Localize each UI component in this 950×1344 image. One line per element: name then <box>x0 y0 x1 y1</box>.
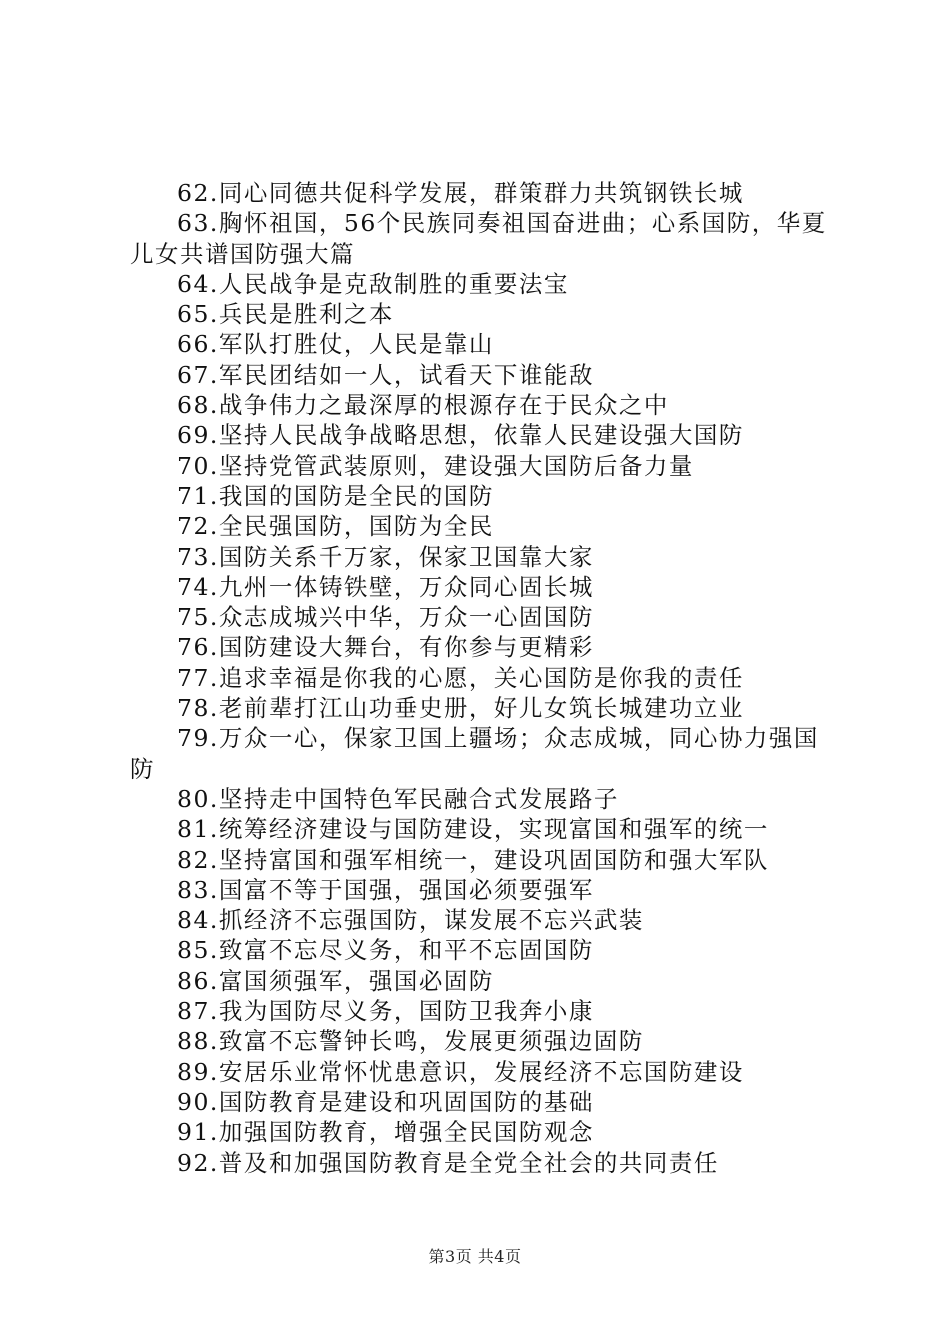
list-item: 65.兵民是胜利之本 <box>177 300 394 329</box>
list-item: 89.安居乐业常怀忧患意识，发展经济不忘国防建设 <box>177 1057 744 1086</box>
list-item: 82.坚持富国和强军相统一，建设巩固国防和强大军队 <box>177 845 769 874</box>
page-number-footer: 第3页 共4页 <box>428 1247 522 1266</box>
list-item: 88.致富不忘警钟长鸣，发展更须强边固防 <box>177 1027 644 1056</box>
list-item: 83.国富不等于国强，强国必须要强军 <box>177 875 594 904</box>
slogan-list <box>130 178 840 1178</box>
list-item: 71.我国的国防是全民的国防 <box>177 481 494 510</box>
list-item: 67.军民团结如一人，试看天下谁能敌 <box>177 360 594 389</box>
list-item: 73.国防关系千万家，保家卫国靠大家 <box>177 542 594 571</box>
list-item: 62.同心同德共促科学发展，群策群力共筑钢铁长城 <box>177 179 744 207</box>
list-item: 81.统筹经济建设与国防建设，实现富国和强军的统一 <box>177 815 769 844</box>
list-item: 75.众志成城兴中华，万众一心固国防 <box>177 603 594 632</box>
list-item: 72.全民强国防，国防为全民 <box>177 512 494 541</box>
list-item: 87.我为国防尽义务，国防卫我奔小康 <box>177 997 594 1026</box>
list-item: 70.坚持党管武装原则，建设强大国防后备力量 <box>177 451 694 480</box>
list-item: 76.国防建设大舞台，有你参与更精彩 <box>177 633 594 662</box>
list-item: 63.胸怀祖国，56个民族同奏祖国奋进曲；心系国防，华夏儿女共谱国防强大篇 <box>130 209 827 268</box>
list-item: 77.追求幸福是你我的心愿，关心国防是你我的责任 <box>177 663 744 692</box>
list-item: 66.军队打胜仗，人民是靠山 <box>177 330 494 359</box>
list-item: 80.坚持走中国特色军民融合式发展路子 <box>177 784 619 813</box>
list-item: 68.战争伟力之最深厚的根源存在于民众之中 <box>177 391 669 420</box>
list-item: 85.致富不忘尽义务，和平不忘固国防 <box>177 936 594 965</box>
list-item: 84.抓经济不忘强国防，谋发展不忘兴武装 <box>177 906 644 935</box>
list-item: 92.普及和加强国防教育是全党全社会的共同责任 <box>177 1148 719 1177</box>
list-item: 64.人民战争是克敌制胜的重要法宝 <box>177 269 569 298</box>
list-item: 90.国防教育是建设和巩固国防的基础 <box>177 1087 594 1116</box>
list-item: 78.老前辈打江山功垂史册，好儿女筑长城建功立业 <box>177 694 744 723</box>
list-item: 79.万众一心，保家卫国上疆场；众志成城，同心协力强国防 <box>130 724 819 783</box>
list-item: 86.富国须强军，强国必固防 <box>177 966 494 995</box>
list-item: 91.加强国防教育，增强全民国防观念 <box>177 1118 594 1147</box>
list-item: 74.九州一体铸铁壁，万众同心固长城 <box>177 572 594 601</box>
list-item: 69.坚持人民战争战略思想，依靠人民建设强大国防 <box>177 421 744 450</box>
